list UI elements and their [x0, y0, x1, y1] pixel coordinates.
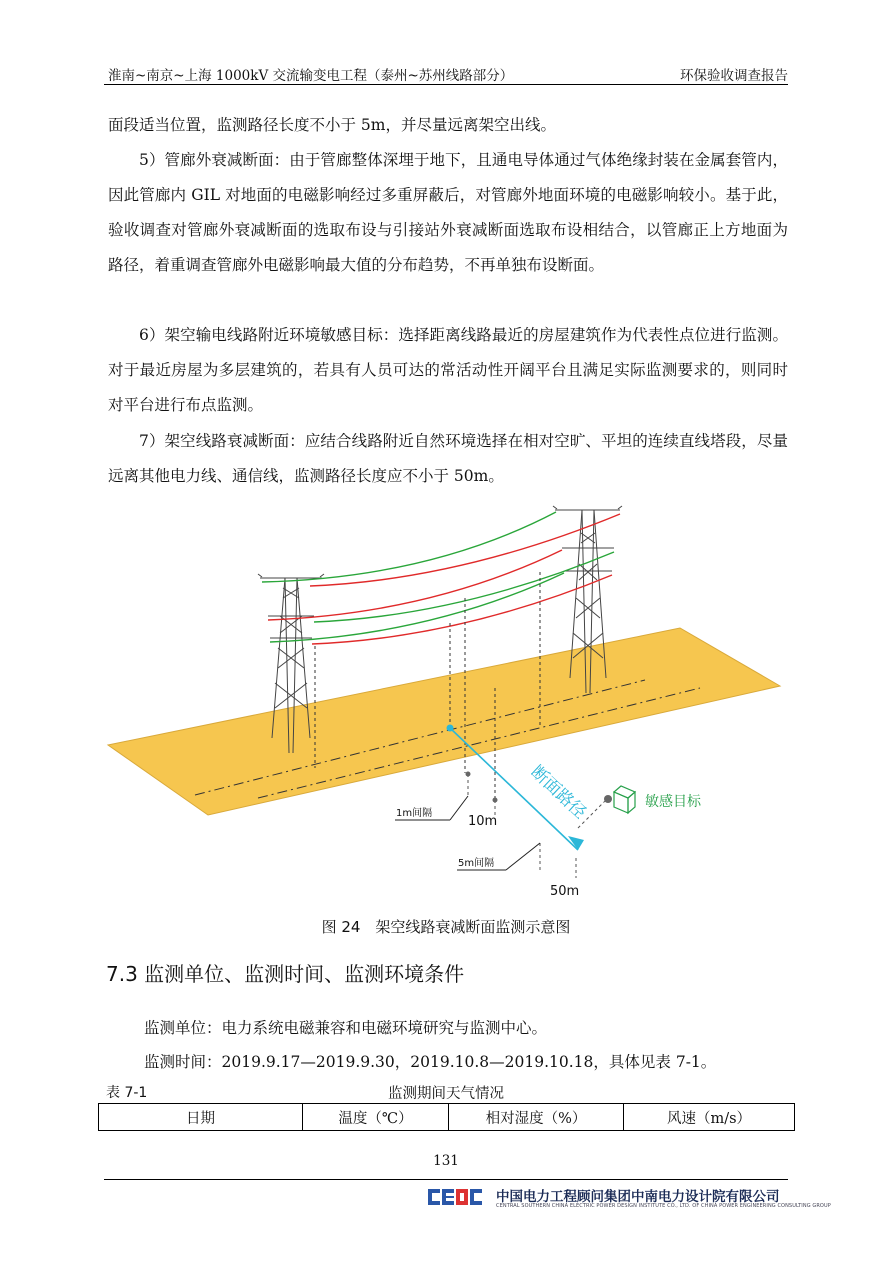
interval-label-1m: 1m间隔 [396, 808, 433, 819]
monitor-unit-text: 监测单位：电力系统电磁兼容和电磁环境研究与监测中心。 [144, 1019, 548, 1037]
table-title: 监测期间天气情况 [388, 1086, 504, 1102]
paragraph-item-6: 6）架空输电线路附近环境敏感目标：选择距离线路最近的房屋建筑作为代表性点位进行监测。对于最近房屋为多层建筑的，若具有人员可达的常活动性开阔平台且满足实际监测要求的，则同时对平台进行布点监测。 [108, 326, 788, 414]
interval-label-5m: 5m间隔 [458, 858, 495, 869]
sensitive-target-point [604, 795, 612, 803]
distance-label-10m: 10m [468, 814, 498, 829]
ground-plane [108, 628, 780, 815]
distance-label-50m: 50m [550, 884, 580, 899]
footer-divider [104, 1179, 788, 1180]
col-wind-speed: 风速（m/s） [624, 1104, 795, 1131]
path-label: 断面路径 [526, 762, 590, 824]
figure-caption: 图 24 架空线路衰减断面监测示意图 [321, 918, 571, 936]
col-temperature: 温度（℃） [303, 1104, 449, 1131]
page-number: 131 [433, 1153, 459, 1169]
paragraph-item-7: 7）架空线路衰减断面：应结合线路附近自然环境选择在相对空旷、平坦的连续直线塔段，尽量远离其他电力线、通信线，监测路径长度应不小于 50m。 [108, 432, 788, 485]
header-report-type: 环保验收调查报告 [680, 68, 788, 84]
weather-table [98, 1103, 795, 1131]
path-start-point [447, 725, 454, 732]
paragraph-continued: 面段适当位置，监测路径长度不小于 5m，并尽量远离架空出线。 [108, 116, 556, 134]
col-date: 日期 [99, 1104, 303, 1131]
footer-company-name: 中国电力工程顾问集团中南电力设计院有限公司 [496, 1189, 780, 1205]
col-humidity: 相对湿度（%） [449, 1104, 624, 1131]
sensitive-target-house-icon [614, 786, 635, 813]
monitor-time-text: 监测时间：2019.9.17—2019.9.30，2019.10.8—2019.10.18，具体见表 7-1。 [144, 1053, 717, 1071]
paragraph-item-5: 5）管廊外衰减断面：由于管廊整体深埋于地下，且通电导体通过气体绝缘封装在金属套管内，因此管廊内 GIL 对地面的电磁影响经过多重屏蔽后，对管廊外地面环境的电磁影响较小。基于此，验收调查对管廊外衰减断面的选取布设与引接站外衰减断面选取布设相结合，以管廊正上方地面为路径，着重调查管廊外电磁影响最大值的分布趋势，不再单独布设断面。 [108, 151, 788, 274]
company-logo [428, 1186, 490, 1208]
table-label: 表 7-1 [106, 1085, 148, 1101]
header-divider [104, 84, 788, 85]
sensitive-target-label: 敏感目标 [645, 794, 701, 810]
line-attenuation-diagram [100, 498, 800, 910]
header-project-title: 淮南~南京~上海 1000kV 交流输变电工程（泰州~苏州线路部分） [108, 68, 514, 84]
footer-company-name-en: CENTRAL SOUTHERN CHINA ELECTRIC POWER DESIGN INSTITUTE CO., LTD. OF CHINA POWER ENGINEERING CONSULTING GROUP [496, 1203, 831, 1209]
section-heading: 7.3 监测单位、监测时间、监测环境条件 [106, 962, 465, 986]
table-header-row [99, 1104, 795, 1131]
